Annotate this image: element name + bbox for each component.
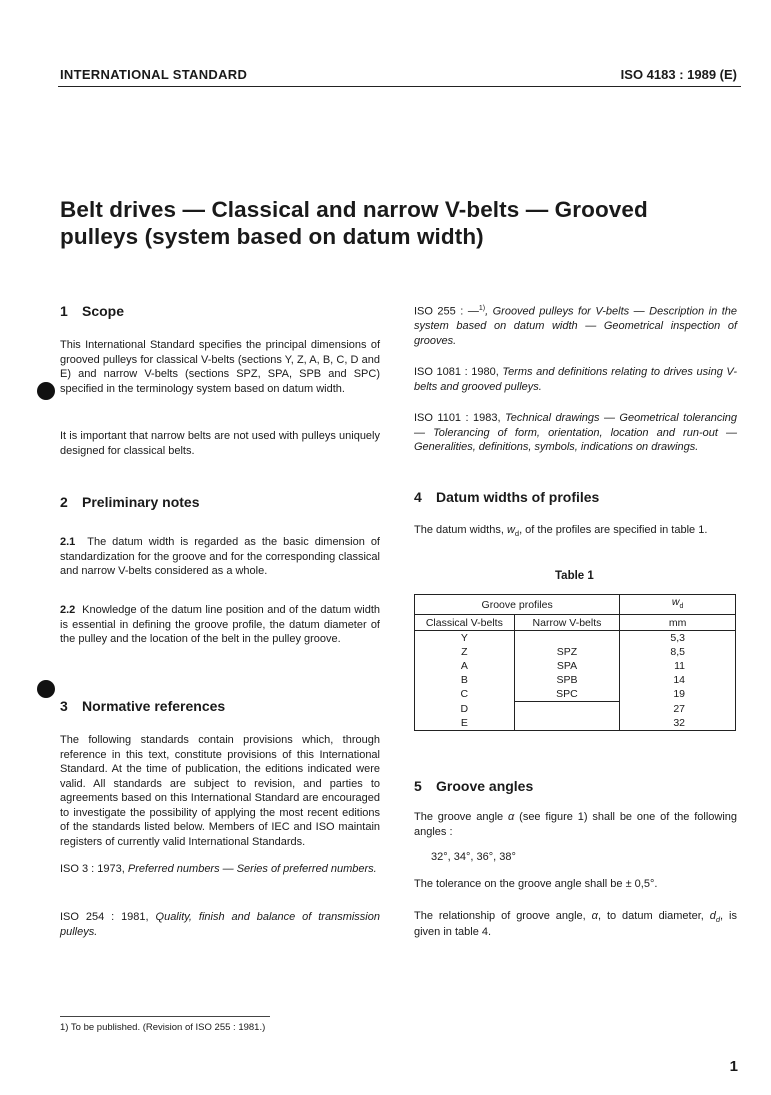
wd-cell: 5,3 <box>620 631 736 646</box>
narrow-cell: SPA <box>514 659 620 673</box>
normref-text: The following standards contain provisions which, through reference in this text, constitute provisions of this International Standard. At the time of publication, the editions indicated were valid. All standards are subject to revision, and parties to agreements based on this International Standard are encouraged to investigate the possibility of applying the most recent editions of the standards listed below. Members of IEC and ISO maintain registers of currently valid International Standards. <box>60 734 380 848</box>
wd-header <box>620 595 736 615</box>
ref-title: , Grooved pulleys for V-belts — Description in the system based on datum width — Geometrical inspection of grooves. <box>414 305 737 347</box>
symbol-subscript: d <box>715 915 721 925</box>
table-row <box>415 716 736 731</box>
section-1-heading <box>60 302 380 320</box>
ref-number: ISO 254 : 1981, <box>60 911 149 923</box>
clause-text: The datum width is regarded as the basic dimension of standardization for the groove and for the corresponding classical and narrow V-belts considered as a whole. <box>60 536 380 578</box>
section-title: Groove angles <box>436 778 534 794</box>
tolerance-text: The tolerance on the groove angle shall be ± 0,5°. <box>414 878 658 890</box>
classical-cell: Z <box>415 645 515 659</box>
classical-cell: B <box>415 673 515 687</box>
section-title: Normative references <box>82 698 226 714</box>
clause-number: 2.2 <box>60 604 76 616</box>
symbol-alpha: α <box>508 811 515 823</box>
symbol-w: w <box>671 596 680 608</box>
section-2-heading <box>60 493 380 511</box>
symbol-w: w <box>506 524 515 536</box>
ref-iso-3 <box>60 862 380 877</box>
table-row <box>415 673 736 687</box>
ref-title: Terms and definitions relating to drives using V-belts and grooved pulleys. <box>414 366 737 393</box>
section-number: 4 <box>414 489 422 505</box>
table-row <box>415 702 736 717</box>
page-number: 1 <box>729 1058 738 1075</box>
margin-dot-marker <box>37 680 55 698</box>
narrow-cell <box>514 702 620 717</box>
wd-cell: 19 <box>620 687 736 702</box>
clause-2-1 <box>60 535 380 579</box>
section-title: Preliminary notes <box>82 494 200 510</box>
narrow-cell: SPB <box>514 673 620 687</box>
text: The groove angle <box>414 811 504 823</box>
section-5-heading <box>414 777 737 795</box>
ref-number: ISO 1101 : 1983, <box>414 412 501 424</box>
classical-cell: E <box>415 716 515 731</box>
ref-iso-254 <box>60 910 380 939</box>
section-number: 2 <box>60 494 68 510</box>
wd-cell: 11 <box>620 659 736 673</box>
footnote: 1) To be published. (Revision of ISO 255 : 1981.) <box>60 1022 266 1033</box>
ref-iso-255 <box>414 304 737 348</box>
narrow-cell: SPC <box>514 687 620 702</box>
text: The datum widths, <box>414 524 504 536</box>
ref-title: Preferred numbers — Series of preferred numbers. <box>127 863 377 875</box>
groove-tolerance <box>414 877 737 892</box>
groove-angles-list: 32°, 34°, 36°, 38° <box>431 851 516 863</box>
symbol-subscript: d <box>514 529 520 539</box>
classical-cell: Y <box>415 631 515 646</box>
ref-iso-1081 <box>414 365 737 394</box>
normref-paragraph <box>60 733 380 849</box>
ref-iso-1101 <box>414 411 737 455</box>
header-standard-label: INTERNATIONAL STANDARD <box>60 67 248 82</box>
table-1-caption: Table 1 <box>555 570 594 582</box>
footnote-marker: 1) <box>478 305 486 312</box>
clause-number: 2.1 <box>60 536 76 548</box>
table-row <box>415 645 736 659</box>
document-title <box>60 196 740 251</box>
classical-cell: C <box>415 687 515 702</box>
wd-cell: 27 <box>620 702 736 717</box>
ref-title: Quality, finish and balance of transmission pulleys. <box>60 911 380 938</box>
narrow-header: Narrow V-belts <box>514 615 620 631</box>
unit-header: mm <box>620 615 736 631</box>
clause-2-2 <box>60 603 380 647</box>
narrow-cell <box>514 631 620 646</box>
section-3-heading <box>60 697 380 715</box>
symbol-alpha: α <box>591 910 598 922</box>
section-title: Scope <box>82 303 125 319</box>
wd-cell: 32 <box>620 716 736 731</box>
ref-title: Technical drawings — Geometrical tolerancing — Tolerancing of form, orientation, location and run-out — Generalities, definitions, symbols, indications on drawings. <box>414 412 737 454</box>
text: , to datum diameter, <box>597 910 704 922</box>
wd-cell: 14 <box>620 673 736 687</box>
table-row <box>415 659 736 673</box>
margin-dot-marker <box>37 382 55 400</box>
table-1 <box>414 594 736 731</box>
table-row <box>415 631 736 646</box>
text: , of the profiles are specified in table 1. <box>519 524 708 536</box>
classical-cell: A <box>415 659 515 673</box>
header-document-number: ISO 4183 : 1989 (E) <box>620 67 737 82</box>
scope-text-2: It is important that narrow belts are not used with pulleys uniquely designed for classical belts. <box>60 430 380 457</box>
section-number: 1 <box>60 303 68 319</box>
classical-header: Classical V-belts <box>415 615 515 631</box>
table-row <box>415 687 736 702</box>
wd-cell: 8,5 <box>620 645 736 659</box>
ref-number: ISO 3 : 1973, <box>60 863 125 875</box>
section-4-heading <box>414 488 737 506</box>
text: , is given in table 4. <box>414 910 737 939</box>
datum-paragraph <box>414 523 737 539</box>
groove-paragraph-3 <box>414 909 737 940</box>
narrow-cell: SPZ <box>514 645 620 659</box>
ref-number: ISO 255 : — <box>414 305 479 318</box>
groove-profiles-header: Groove profiles <box>415 595 620 615</box>
symbol-subscript: d <box>679 603 684 611</box>
ref-number: ISO 1081 : 1980, <box>414 366 499 378</box>
text: The relationship of groove angle, <box>414 910 586 922</box>
header-rule <box>58 86 741 87</box>
title-line-1: Belt drives — Classical and narrow V-belts — Grooved <box>60 197 648 222</box>
scope-paragraph-1 <box>60 338 380 396</box>
scope-paragraph-2 <box>60 429 380 458</box>
footnote-rule <box>60 1016 270 1017</box>
section-number: 3 <box>60 698 68 714</box>
groove-paragraph-1 <box>414 810 737 839</box>
scope-text-1: This International Standard specifies the principal dimensions of grooved pulleys for classical V-belts (sections Y, Z, A, B, C, D and E) and narrow V-belts (sections SPZ, SPA, SPB and SPC) specified in the terminology system based on datum width. <box>60 339 380 395</box>
symbol-d: d <box>709 910 716 922</box>
narrow-cell <box>514 716 620 731</box>
section-number: 5 <box>414 778 422 794</box>
title-line-2: pulleys (system based on datum width) <box>60 224 484 250</box>
clause-text: Knowledge of the datum line position and of the datum width is essential in defining the groove profile, the datum diameter of the pulley and the location of the belt in the pulley groove. <box>60 604 380 646</box>
classical-cell: D <box>415 702 515 717</box>
section-title: Datum widths of profiles <box>436 489 600 505</box>
text: (see figure 1) shall be one of the following angles : <box>414 811 738 838</box>
